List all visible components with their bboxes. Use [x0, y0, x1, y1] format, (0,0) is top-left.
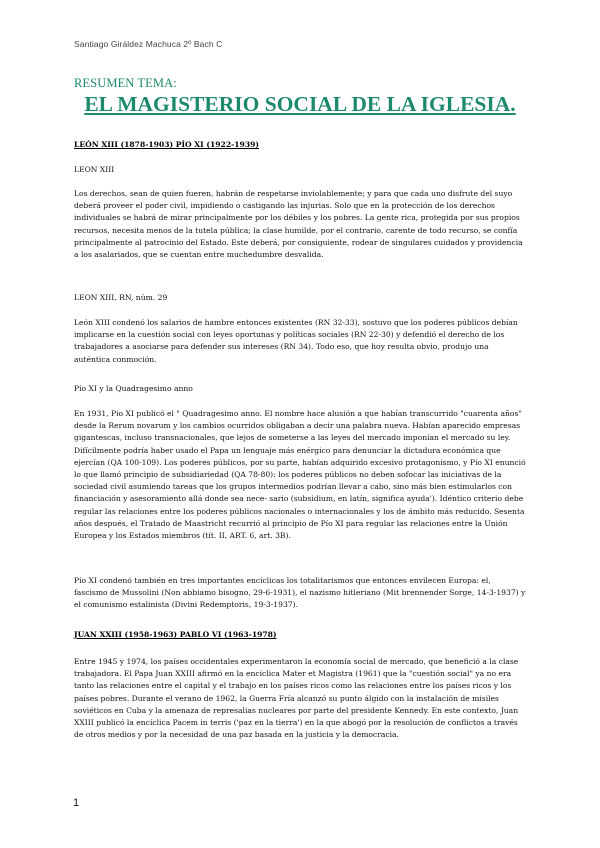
subheading-pio-xi: Pío XI y la Quadragesimo anno	[74, 384, 193, 393]
summary-kicker: RESUMEN TEMA:	[74, 76, 177, 90]
subheading-leon-xiii: LEON XIII	[74, 165, 115, 174]
document-header: Santiago Giráldez Machuca 2º Bach C	[74, 39, 223, 49]
section-heading-leo-pius: LEÓN XIII (1878-1903) PÍO XI (1922-1939)	[74, 140, 259, 149]
section-heading-john-paul: JUAN XXIII (1958-1963) PABLO VI (1963-1978)	[74, 630, 277, 639]
paragraph-totalitarianisms: Pío XI condenó también en tres importantes encíclicas los totalitarismos que entonces envilecen Europa: el, fascismo de Mussolini (Non abbiamo bisogno, 29-6-1931), el nazismo hitleriano (Mit brennender Sorge, 14-3-1937) y el comunismo estalinista (Divini Redemptoris, 19-3-1937).	[74, 576, 526, 610]
page-number: 1	[73, 797, 80, 809]
paragraph-leon-xiii: León XIII condenó los salarios de hambre entonces existentes (RN 32-33), sostuvo que los poderes públicos debían implicarse en la cuestión social con leyes oportunas y políticas sociales (RN 22-30) y defendió el derecho de los trabajadores a asociarse para defender sus intereses (RN 34). Todo eso, que hoy resulta obvio, produjo una auténtica conmoción.	[74, 318, 518, 364]
paragraph-quote-rn: Los derechos, sean de quien fueren, habrán de respetarse inviolablemente; y para que cada uno disfrute del suyo deberá proveer el poder civil, impidiendo o castigando las injurias. Solo que en la protección de los derechos individuales se habrá de mirar principalmente por los débiles y los pobres. La gente rica, protegida por sus propios recursos, necesita menos de la tutela pública; la clase humilde, por el contrario, carente de todo recurso, se confía principalmente al patrocinio del Estado. Este deberá, por consiguiente, rodear de singulares cuidados y providencia a los asalariados, que se cuentan entre muchedumbre desvalida.	[74, 189, 523, 260]
paragraph-quadragesimo-anno: En 1931, Pío XI publicó el " Quadragesimo anno. El nombre hace alusión a que habían transcurrido "cuarenta años" desde la Rerum novarum y los cambios ocurridos obligaban a decir una palabra nueva. Habían aparecido empresas gigantescas, incluso transnacionales, que lejos de someterse a las leyes del mercado imponían el mercado su ley. Difícilmente podría haber usado el Papa un lenguaje más enérgico para denunciar la dictadura económica que ejercían (QA 100-109). Los poderes públicos, por su parte, habían adquirido excesivo protagonismo, y Pío XI enunció lo que llamó principio de subsidiariedad (QA 78-80): los poderes públicos no deben sofocar las iniciativas de la sociedad civil asumiendo tareas que los grupos intermedios podrían llevar a cabo, sino más bien estimularlos con financiación y asesoramiento allá donde sea nece- sario (subsidium, en latín, significa ayuda'). Idéntico criterio debe regular las relaciones entre los poderes públicos nacionales o internacionales y los de ámbito más reducido. Sesenta años después, el Tratado de Maastricht recurrió al principio de Pío XI para regular las relaciones entre la Unión Europea y los Estados miembros (tít. II, ART. 6, art. 3B).	[74, 409, 526, 541]
paragraph-juan-xxiii: Entre 1945 y 1974, los países occidentales experimentaron la economía social de mercado, que benefició a la clase trabajadora. El Papa Juan XXIII afirmó en la encíclica Mater et Magistra (1961) que la "cuestión social" ya no era tanto las relaciones entre el capital y el trabajo en los países ricos como las relaciones entre los países ricos y los países pobres. Durante el verano de 1962, la Guerra Fría alcanzó su punto álgido con la instalación de misiles soviéticos en Cuba y la amenaza de represalias nucleares por parte del presidente Kennedy. En este contexto, Juan XXIII publicó la encíclica Pacem in terris ('paz en la tierra') en la que abogó por la resolución de conflictos a través de otros medios y por la necesidad de una paz basada en la justicia y la democracia.	[74, 657, 519, 740]
paragraph-quote-reference: LEON XIII, RN, núm. 29	[74, 293, 168, 302]
page-title: EL MAGISTERIO SOCIAL DE LA IGLESIA.	[84, 92, 516, 116]
